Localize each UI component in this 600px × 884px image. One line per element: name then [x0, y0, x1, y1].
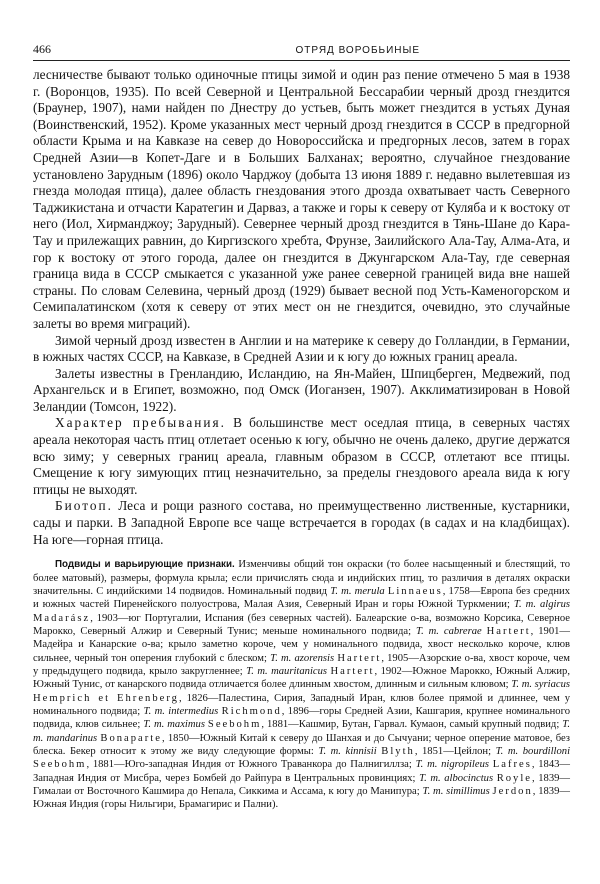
taxon-name: T. m. nigropileus	[415, 759, 489, 771]
taxon-author: Hemprich et Ehrenberg	[33, 692, 179, 704]
running-title: ОТРЯД ВОРОБЬИНЫЕ	[295, 45, 420, 56]
paragraph-winter: Зимой черный дрозд известен в Англии и на материке к северу до Голландии, в Германии, в южных частях СССР, на Кавказе, в Средней Азии и к югу до южных границ ареала.	[33, 332, 570, 365]
subspecies-section	[33, 558, 570, 812]
taxon-name: T. m. cabrerae	[415, 625, 482, 637]
biotope-text: Леса и рощи разного состава, но преимущественно лиственные, кустарники, сады и парки. В Западной Европе все чаще встречается в городах (в садах и на кладбищах). На юге—горная птица.	[33, 498, 570, 547]
taxon-author: Royle	[496, 772, 532, 784]
residency-text: В большинстве мест оседлая птица, в северных частях ареала некоторая часть птиц отлетает осенью к югу, обычно не очень далеко, другие держатся всю зиму; у северных границ ареала, главным образом в СССР, отлетают все птицы. Смещение к югу зимующих птиц незначительно, за пределы гнездового ареала вида к югу птицы не выходят.	[33, 415, 570, 497]
taxon-name: T. m. kinnisii	[318, 746, 377, 758]
taxon-author: Hartert	[337, 652, 382, 664]
section-label-residency: Характер пребывания.	[55, 415, 226, 431]
paragraph-residency	[33, 415, 570, 498]
taxon-name: T. m. syriacus	[511, 679, 570, 691]
taxon-name: T. m. intermedius	[143, 706, 219, 717]
taxon-name: T. m. algirus	[513, 599, 570, 611]
paragraph-biotope	[33, 498, 570, 548]
taxon-name: T. m. albocinctus	[419, 772, 494, 784]
taxon-author: Hartert	[486, 625, 531, 637]
taxon-name: T. m. simillimus	[422, 786, 490, 798]
taxon-author: Seebohm	[33, 759, 87, 771]
taxon-name: T. m. bourdilloni	[495, 746, 571, 758]
paragraph-vagrants: Залеты известны в Гренландию, Исландию, на Ян-Майен, Шпицберген, Медвежий, под Архангельск и в Египет, возможно, под Омск (Иоганзен, 1907). Акклиматизирован в Новой Зеландии (Томсон, 1922).	[33, 365, 570, 414]
taxon-name: T. m. azorensis	[270, 652, 335, 664]
taxon-name: T. m. mandarinus	[33, 719, 571, 744]
page-number: 466	[33, 42, 51, 56]
taxon-author: Bonaparte	[100, 732, 162, 744]
taxon-author: Jerdon	[492, 786, 533, 798]
taxon-author: Richmond	[221, 706, 282, 717]
main-text	[33, 67, 570, 548]
taxon-name: T. m. maximus	[143, 719, 205, 731]
subspecies-paragraph: Подвиды и варьирующие признаки. Изменчивы общий тон окраски (то более насыщенный и блестящий, то более матовый), размеры, формула крыла; если причислять сюда и индийских птиц, то различия в деталях окраски значительны. С индийскими 14 подвидов. Номинальный подвид T. m. merula Linnaeus, 1758—Европа без средних и южных частей Пиренейского полуострова, Малая Азия, Северный Иран и горы Южной Туркмении; T. m. algirus Madarász, 1903—юг Португалии, Испания (без северных частей). Балеарские о-ва, возможно Корсика, Северное Марокко, Северный Алжир и Северный Тунис; меньше номинального подвида; T. m. cabrerae Hartert, 1901—Мадейра и Канарские о-ва; крыло заметно короче, чем у номинального подвида, хвост несколько короче, клюв сильнее, черный тон оперения глубокий с блеском; T. m. azorensis Hartert, 1905—Азорские о-ва, хвост короче, чем у предыдущего подвида, крыло закругленнее; T. m. mauritanicus Hartert, 1902—Южное Марокко, Южный Алжир, Южный Тунис, от канарского подвида отличается более длинным хвостом, длинным и сильным клювом; T. m. syriacus Hemprich et Ehrenberg, 1826—Палестина, Сирия, Западный Иран, клюв более прямой и длиннее, чем у номинального подвида; T. m. intermedius Richmond, 1896—горы Средней Азии, Кашгария, крупнее номинального подвида, клюв сильнее; T. m. maximus Seebohm, 1881—Кашмир, Бутан, Гарвал. Кумаон, самый крупный подвид; T. m. mandarinus Bonaparte, 1850—Южный Китай к северу до Шанхая и до Сычуани; черное оперение матовое, без блеска. Бекер относит к этому же виду следующие формы: T. m. kinnisii Blyth, 1851—Цейлон; T. m. bourdilloni Seebohm, 1881—Юго-западная Индия от Южного Траванкора до Палнигиллза; T. m. nigropileus Lafres, 1843—Западная Индия от Мисбра, через Бомбей до Райпура в Центральных провинциях; T. m. albocinctus Royle, 1839—Гималаи от Восточного Кашмира до Непала, Сиккима и Ассама, к югу до Манипура; T. m. simillimus Jerdon, 1839—Южная Индия (горы Нильгири, Брамагирис и Пални).	[33, 559, 571, 811]
running-header	[33, 42, 570, 61]
paragraph-distribution: лесничестве бывают только одиночные птицы зимой и один раз пение отмечено 5 мая в 1938 г. (Воронцов, 1935). По всей Северной и Центральной Бессарабии черный дрозд гнездится (Браунер, 1907), нами найден по Днестру до устьев, быть может гнездится в устьях Дуная (Воинственский, 1952). Кроме указанных мест черный дрозд гнездится в СССР в предгорной области Крыма и на Кавказе на север до Новороссийска и предгорных лесов, затем в горах Средней Азии—в Копет-Даге и в Больших Балханах; вероятно, случайное гнездование установлено Зарудным (1896) около Чарджоу (добыта 13 июня 1889 г. недавно вылетевшая из гнезда молодая птица), далее область гнездования этого дрозда охватывает часть Северного Таджикистана и отчасти Каратегин и Дарваз, а также и горы к северу от Куляба и к востоку от него (Иол, Хирманджоу; Зарудный). Севернее черный дрозд гнездится в Тянь-Шане до Кара-Тау и прилежащих равнин, до Киргизского хребта, Фрунзе, Заилийского Ала-Тау, Алма-Ата, и гор к востоку от этого города, далее он гнездится в Джунгарском Ала-Тау, где северная граница вида в СССР смыкается с указанной уже ранее северной границей вида вне нашей страны. По словам Селевина, черный дрозд (1929) бывает весной под Усть-Каменогорском и Семипалатинском (хотя к северу от этих мест он не гнездится, очевидно, это случайные залеты во время миграций).	[33, 67, 570, 331]
taxon-name: T. m. mauritanicus	[246, 665, 328, 677]
taxon-author: Hartert	[330, 665, 375, 677]
section-label-biotope: Биотоп.	[55, 498, 113, 514]
taxon-author: Madarász	[33, 612, 91, 624]
subspecies-heading: Подвиды и варьирующие признаки.	[55, 559, 235, 571]
taxon-author: Linnaeus	[387, 585, 443, 597]
taxon-author: Lafres	[492, 759, 532, 771]
taxon-author: Blyth	[381, 746, 415, 758]
taxon-name: T. m. merula	[330, 585, 385, 597]
taxon-author: Seebohm	[207, 719, 262, 731]
